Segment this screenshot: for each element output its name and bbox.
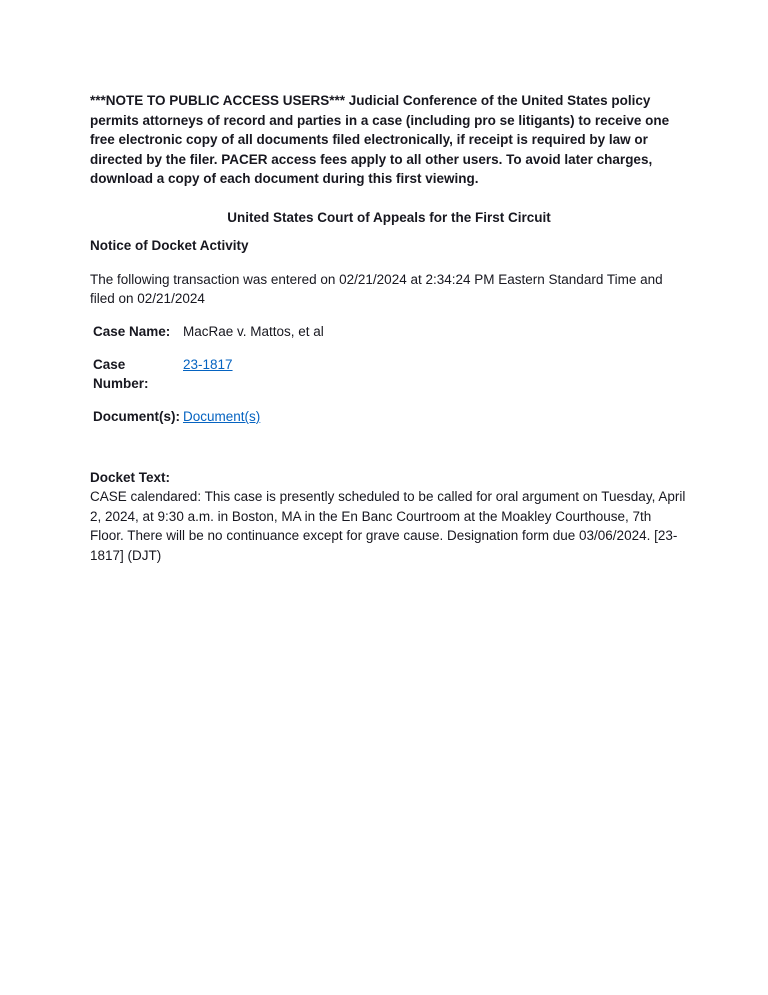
notice-of-docket-activity-heading: Notice of Docket Activity	[90, 238, 249, 253]
case-number-label: Case Number:	[93, 356, 149, 391]
documents-link[interactable]: Document(s)	[183, 409, 261, 424]
transaction-info: The following transaction was entered on 02/21/2024 at 2:34:24 PM Eastern Standard Time and filed on 02/21/2024	[90, 271, 663, 306]
case-name-row	[93, 322, 688, 342]
docket-text-body: CASE calendared: This case is presently scheduled to be called for oral argument on Tuesday, April 2, 2024, at 9:30 a.m. in Boston, MA in the En Banc Courtroom at the Moakley Courthouse, 7th Floor. There will be no continuance except for grave cause. Designation form due 03/06/2024. [23-1817] (DJT)	[90, 489, 686, 563]
documents-label: Document(s):	[93, 409, 180, 424]
case-number-row	[93, 355, 688, 394]
case-number-link[interactable]: 23-1817	[183, 356, 233, 372]
case-name-value: MacRae v. Mattos, et al	[183, 323, 324, 339]
docket-text-heading: Docket Text:	[90, 469, 171, 485]
public-access-note: ***NOTE TO PUBLIC ACCESS USERS*** Judicial Conference of the United States policy permits attorneys of record and parties in a case (including pro se litigants) to receive one free electronic copy of all documents filed electronically, if receipt is required by law or directed by the filer. PACER access fees apply to all other users. To avoid later charges, download a copy of each document during this first viewing.	[90, 93, 670, 186]
notice-document-content	[90, 91, 688, 565]
docket-text-section	[90, 468, 688, 566]
case-name-label: Case Name:	[93, 323, 171, 339]
case-details-table	[90, 322, 688, 427]
court-title: United States Court of Appeals for the First Circuit	[227, 209, 551, 225]
documents-row	[93, 407, 688, 427]
